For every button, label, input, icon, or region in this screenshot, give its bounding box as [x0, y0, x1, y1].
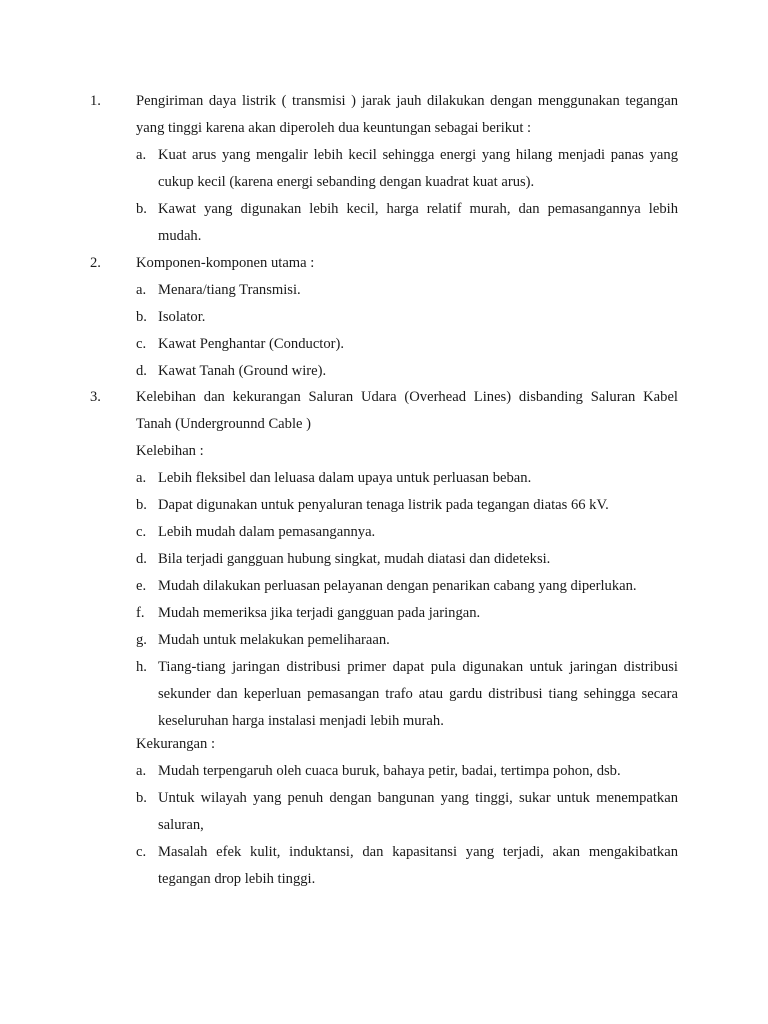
sub-item-letter: c. — [136, 844, 147, 860]
item-text: Komponen-komponen utama : — [136, 255, 315, 271]
sub-item — [136, 277, 678, 304]
sub-item-text: Untuk wilayah yang penuh dengan bangunan yang tinggi, sukar untuk menempatkan saluran, — [158, 790, 678, 833]
sub-item — [136, 758, 678, 785]
sub-item-text: Isolator. — [158, 309, 206, 325]
item-number: 3. — [90, 389, 101, 405]
sub-item-letter: b. — [136, 497, 147, 513]
sub-item — [136, 573, 678, 600]
sub-item-letter: b. — [136, 201, 147, 217]
item-number: 2. — [90, 255, 101, 271]
sub-item-text: Mudah dilakukan perluasan pelayanan dengan penarikan cabang yang diperlukan. — [158, 578, 637, 594]
sub-item-letter: a. — [136, 470, 147, 486]
sub-item — [136, 600, 678, 627]
kelebihan-section — [136, 438, 678, 735]
sub-item-text: Kawat Tanah (Ground wire). — [158, 363, 327, 379]
sub-item-text: Lebih mudah dalam pemasangannya. — [158, 524, 376, 540]
kelebihan-heading: Kelebihan : — [136, 443, 204, 459]
list-item-1 — [90, 88, 678, 142]
sub-item-text: Dapat digunakan untuk penyaluran tenaga listrik pada tegangan diatas 66 kV. — [158, 497, 609, 513]
sub-item-letter: d. — [136, 551, 147, 567]
sub-item — [136, 519, 678, 546]
sublist-1 — [136, 142, 678, 250]
sub-item-text: Mudah untuk melakukan pemeliharaan. — [158, 632, 390, 648]
sub-item — [136, 546, 678, 573]
sub-item-text: Mudah memeriksa jika terjadi gangguan pada jaringan. — [158, 605, 481, 621]
sub-item-text: Kawat Penghantar (Conductor). — [158, 336, 345, 352]
item-text: Pengiriman daya listrik ( transmisi ) jarak jauh dilakukan dengan menggunakan tegangan yang tinggi karena akan diperoleh dua keuntungan sebagai berikut : — [136, 93, 678, 136]
sub-item-letter: b. — [136, 309, 147, 325]
list-item-2 — [90, 250, 678, 277]
sub-item-letter: c. — [136, 524, 147, 540]
sub-item-letter: g. — [136, 632, 147, 648]
sub-item — [136, 304, 678, 331]
sub-item — [136, 331, 678, 358]
kekurangan-section — [136, 731, 678, 893]
sub-item — [136, 627, 678, 654]
kekurangan-heading: Kekurangan : — [136, 736, 216, 752]
sub-item-letter: a. — [136, 282, 147, 298]
sublist-2 — [136, 277, 678, 385]
sub-item — [136, 839, 678, 893]
sub-item-letter: f. — [136, 605, 145, 621]
sub-item — [136, 465, 678, 492]
sub-item-text: Bila terjadi gangguan hubung singkat, mudah diatasi dan dideteksi. — [158, 551, 551, 567]
sub-item-letter: b. — [136, 790, 147, 806]
sub-item — [136, 142, 678, 196]
sub-item — [136, 654, 678, 735]
sub-item-text: Masalah efek kulit, induktansi, dan kapasitansi yang terjadi, akan mengakibatkan tegangan drop lebih tinggi. — [158, 844, 678, 887]
sub-item — [136, 196, 678, 250]
sub-item-letter: a. — [136, 763, 147, 779]
sub-item-text: Mudah terpengaruh oleh cuaca buruk, bahaya petir, badai, tertimpa pohon, dsb. — [158, 763, 621, 779]
sub-item-text: Menara/tiang Transmisi. — [158, 282, 301, 298]
sub-item-text: Lebih fleksibel dan leluasa dalam upaya untuk perluasan beban. — [158, 470, 532, 486]
item-number: 1. — [90, 93, 101, 109]
sub-item-letter: c. — [136, 336, 147, 352]
sub-item-text: Kuat arus yang mengalir lebih kecil sehingga energi yang hilang menjadi panas yang cukup kecil (karena energi sebanding dengan kuadrat kuat arus). — [158, 147, 678, 190]
sub-item-letter: e. — [136, 578, 147, 594]
list-item-3 — [90, 384, 678, 438]
sub-item — [136, 358, 678, 385]
sub-item-text: Kawat yang digunakan lebih kecil, harga relatif murah, dan pemasangannya lebih mudah. — [158, 201, 678, 244]
sub-item — [136, 785, 678, 839]
sub-item-letter: h. — [136, 659, 147, 675]
sub-item-text: Tiang-tiang jaringan distribusi primer dapat pula digunakan untuk jaringan distribusi sekunder dan keperluan pemasangan trafo atau gardu distribusi tiang sehingga secara keseluruhan harga instalasi menjadi lebih murah. — [158, 659, 678, 729]
sub-item-letter: a. — [136, 147, 147, 163]
sub-item — [136, 492, 678, 519]
sub-item-letter: d. — [136, 363, 147, 379]
item-text: Kelebihan dan kekurangan Saluran Udara (Overhead Lines) disbanding Saluran Kabel Tanah (Undergrounnd Cable ) — [136, 389, 678, 432]
